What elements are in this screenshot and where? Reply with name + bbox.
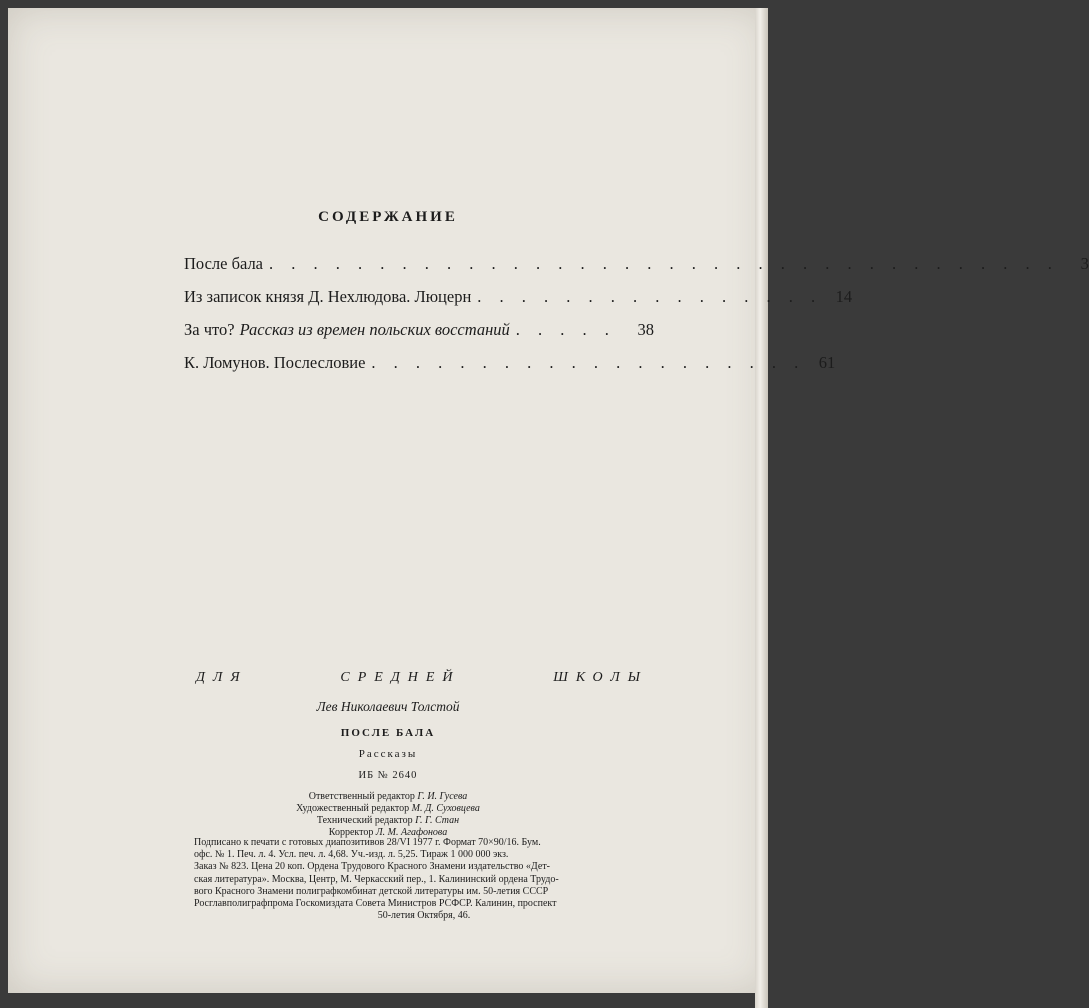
- toc-entry-title: Из записок князя Д. Нехлюдова. Люцерн: [184, 287, 472, 306]
- series-word: ШКОЛЫ: [553, 670, 648, 685]
- page-spine-edge: [755, 8, 768, 1008]
- publication-line: Заказ № 823. Цена 20 коп. Ордена Трудового Красного Знамени издательство «Дет-: [194, 861, 551, 873]
- book-page: [8, 8, 1089, 993]
- credit-role: Ответственный редактор: [308, 791, 415, 802]
- toc-leader-dots: . . . . . . . . . . . . . . . . . . . .: [371, 353, 806, 372]
- toc-entry-subtitle: Рассказ из времен польских восстаний: [239, 320, 510, 339]
- toc-leader-dots: . . . . .: [515, 320, 616, 339]
- author-name: Лев Николаевич Толстой: [316, 699, 460, 714]
- credit-name: Г. И. Гусева: [417, 791, 468, 802]
- toc-entry[interactable]: [184, 287, 853, 317]
- publication-details: [194, 837, 654, 922]
- credit-name: Г. Г. Стан: [415, 815, 460, 826]
- toc-title: СОДЕРЖАНИЕ: [318, 209, 458, 225]
- publication-line: вого Красного Знамени полиграфкомбинат детской литературы им. 50-летия СССР: [194, 885, 549, 897]
- toc-entry-page: 3: [1080, 254, 1089, 273]
- credit-line: [8, 815, 768, 827]
- toc-entry-title: За что?: [184, 320, 235, 339]
- series-word: ДЛЯ: [196, 670, 248, 685]
- toc-entry[interactable]: [184, 353, 836, 383]
- publication-line: 50-летия Октября, 46.: [377, 910, 471, 922]
- publication-line: Росглавполиграфпрома Госкомиздата Совета Министров РСФСР. Калинин, проспект: [194, 898, 557, 910]
- table-of-contents: [184, 254, 1089, 386]
- series-word: СРЕДНЕЙ: [340, 670, 461, 685]
- credit-role: Корректор: [328, 827, 374, 838]
- book-title: ПОСЛЕ БАЛА: [340, 727, 436, 739]
- toc-entry[interactable]: [184, 320, 654, 350]
- toc-entry-title: После бала: [184, 254, 264, 273]
- toc-entry-title: К. Ломунов. Послесловие: [184, 353, 366, 372]
- toc-entry-page: 61: [818, 353, 836, 372]
- toc-leader-dots: . . . . . . . . . . . . . . . . . . . . . . . . . . . . . . . . . . . .: [269, 254, 1059, 273]
- credit-name: Л. М. Агафонова: [375, 827, 448, 838]
- book-genre: Рассказы: [358, 748, 418, 760]
- series-title: [196, 670, 648, 686]
- credit-role: Технический редактор: [316, 815, 413, 826]
- toc-entry-page: 38: [637, 320, 654, 339]
- ib-number: ИБ № 2640: [358, 770, 418, 781]
- credit-role: Художественный редактор: [296, 803, 410, 814]
- publication-line: офс. № 1. Печ. л. 4. Усл. печ. л. 4,68. Уч.-изд. л. 5,25. Тираж 1 000 000 экз.: [194, 849, 509, 861]
- publication-line: ская литература». Москва, Центр, М. Черкасский пер., 1. Калининский ордена Трудо-: [194, 873, 559, 885]
- imprint-block: [8, 699, 768, 839]
- credit-line: [8, 803, 768, 815]
- toc-entry-page: 14: [835, 287, 853, 306]
- toc-leader-dots: . . . . . . . . . . . . . . . .: [477, 287, 823, 306]
- credit-line: [8, 791, 768, 803]
- publication-line: Подписано к печати с готовых диапозитивов 28/VI 1977 г. Формат 70×90/16. Бум.: [194, 837, 541, 848]
- credit-name: М. Д. Суховцева: [411, 803, 480, 814]
- toc-entry[interactable]: [184, 254, 1089, 284]
